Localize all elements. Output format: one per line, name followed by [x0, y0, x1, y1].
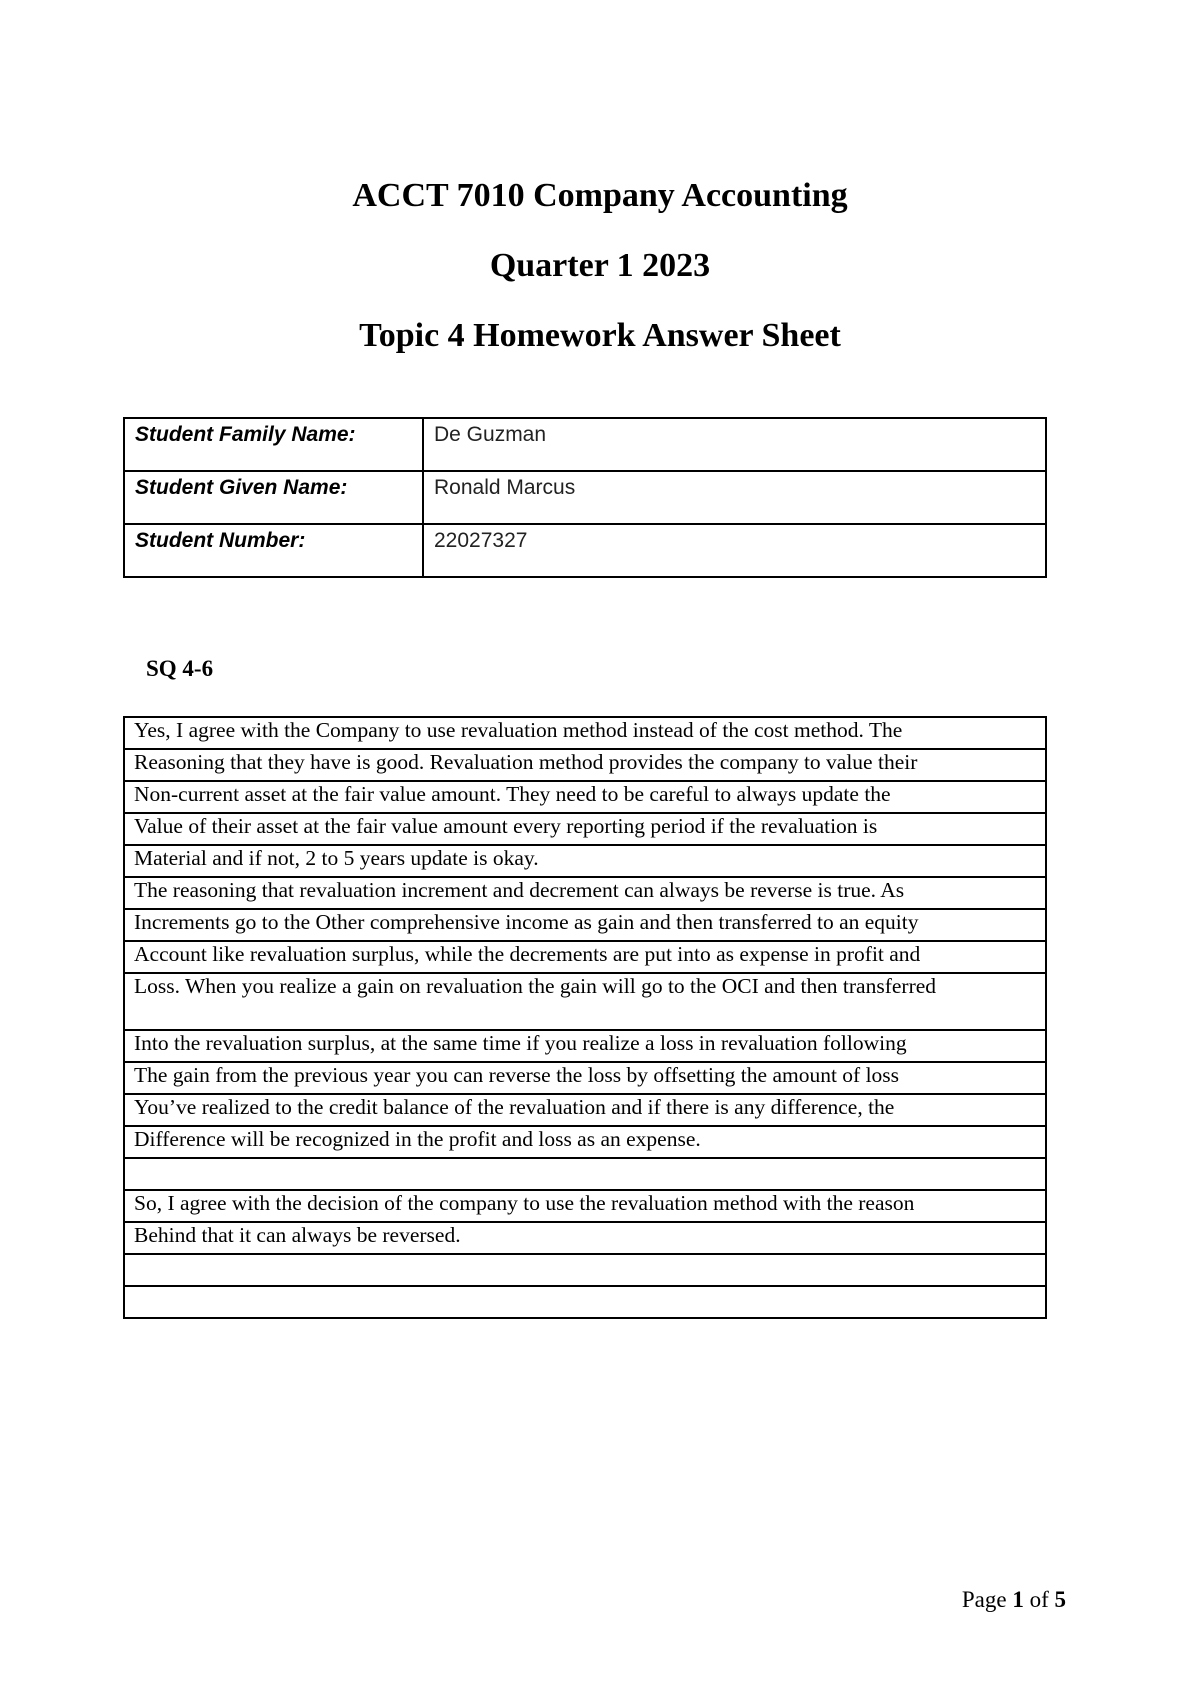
answer-line[interactable]: Material and if not, 2 to 5 years update is okay. [124, 845, 1046, 877]
answer-line[interactable]: You’ve realized to the credit balance of the revaluation and if there is any difference, the [124, 1094, 1046, 1126]
student-number-label: Student Number: [124, 524, 423, 577]
answer-line[interactable]: Reasoning that they have is good. Revaluation method provides the company to value their [124, 749, 1046, 781]
answer-line[interactable]: Behind that it can always be reversed. [124, 1222, 1046, 1254]
answer-row [124, 781, 1046, 813]
section-heading: SQ 4-6 [146, 656, 214, 681]
answer-line[interactable]: Account like revaluation surplus, while the decrements are put into as expense in profit and [124, 941, 1046, 973]
answer-row [124, 1254, 1046, 1286]
answer-row [124, 1158, 1046, 1190]
student-info-row [124, 418, 1046, 471]
sheet-title: Topic 4 Homework Answer Sheet [359, 317, 841, 354]
answer-row [124, 877, 1046, 909]
answer-line[interactable] [124, 1286, 1046, 1318]
answer-row [124, 845, 1046, 877]
page-footer [962, 1586, 1066, 1614]
answer-line[interactable]: Non-current asset at the fair value amount. They need to be careful to always update the [124, 781, 1046, 813]
answer-row [124, 1062, 1046, 1094]
answer-row [124, 1222, 1046, 1254]
answer-line[interactable]: The gain from the previous year you can reverse the loss by offsetting the amount of loss [124, 1062, 1046, 1094]
answer-row [124, 1094, 1046, 1126]
student-number-value[interactable]: 22027327 [423, 524, 1046, 577]
term-title: Quarter 1 2023 [489, 247, 711, 284]
given-name-label: Student Given Name: [124, 471, 423, 524]
answer-row [124, 941, 1046, 973]
answer-row [124, 909, 1046, 941]
page-current: 1 [1012, 1587, 1024, 1612]
answer-row [124, 717, 1046, 749]
course-title: ACCT 7010 Company Accounting [352, 177, 848, 214]
student-info-row [124, 524, 1046, 577]
answer-line[interactable]: Difference will be recognized in the profit and loss as an expense. [124, 1126, 1046, 1158]
given-name-value[interactable]: Ronald Marcus [423, 471, 1046, 524]
family-name-label: Student Family Name: [124, 418, 423, 471]
answer-row [124, 813, 1046, 845]
answer-line[interactable] [124, 1254, 1046, 1286]
answer-row [124, 1190, 1046, 1222]
answer-line[interactable] [124, 1158, 1046, 1190]
student-info-table [123, 417, 1047, 578]
answer-line[interactable]: So, I agree with the decision of the company to use the revaluation method with the reason [124, 1190, 1046, 1222]
answer-row [124, 1126, 1046, 1158]
answer-line[interactable]: Into the revaluation surplus, at the same time if you realize a loss in revaluation following [124, 1030, 1046, 1062]
answer-row [124, 749, 1046, 781]
of-word: of [1029, 1587, 1049, 1612]
answer-row [124, 1286, 1046, 1318]
page-total: 5 [1054, 1587, 1066, 1612]
answer-row [124, 1030, 1046, 1062]
family-name-value[interactable]: De Guzman [423, 418, 1046, 471]
answer-line[interactable]: Increments go to the Other comprehensive income as gain and then transferred to an equity [124, 909, 1046, 941]
answer-line[interactable]: Value of their asset at the fair value amount every reporting period if the revaluation is [124, 813, 1046, 845]
answer-line[interactable]: The reasoning that revaluation increment and decrement can always be reverse is true. As [124, 877, 1046, 909]
answer-line[interactable]: Yes, I agree with the Company to use revaluation method instead of the cost method. The [124, 717, 1046, 749]
page-word: Page [961, 1587, 1007, 1612]
answer-table [123, 716, 1047, 1319]
answer-line[interactable]: Loss. When you realize a gain on revaluation the gain will go to the OCI and then transferred [124, 973, 1046, 1030]
answer-row [124, 973, 1046, 1030]
student-info-row [124, 471, 1046, 524]
